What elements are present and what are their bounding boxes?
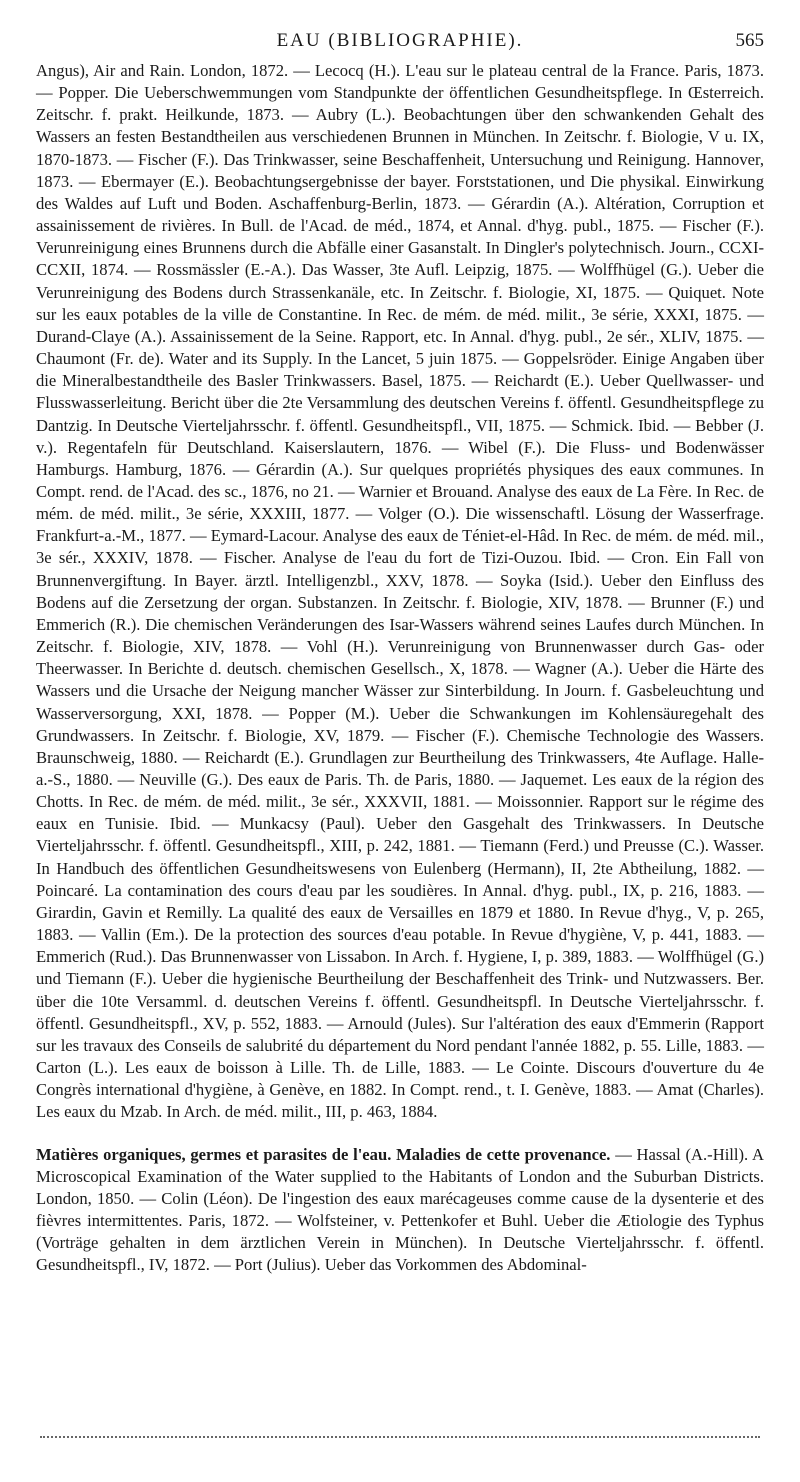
section-heading: Matières organiques, germes et parasites de l'eau. Maladies de cette provenance. (36, 1144, 611, 1164)
page-number: 565 (735, 30, 764, 51)
bibliography-paragraph: Angus), Air and Rain. London, 1872. — Lecocq (H.). L'eau sur le plateau central de la France. Paris, 1873. — Popper. Die Ueberschwemmungen vom Standpunkte der öffentlichen Gesundheitspflege. In Œsterreich. Zeitschr. f. prakt. Heilkunde, 1873. — Aubry (L.). Beobachtungen über den schwankenden Gehalt des Wassers an festen Bestandtheilen aus verschiedenen Brunnen in München. In Zeitschr. f. Biologie, V u. IX, 1870-1873. — Fischer (F.). Das Trinkwasser, seine Beschaffenheit, Untersuchung und Reinigung. Hannover, 1873. — Ebermayer (E.). Beobachtungsergebnisse der bayer. Forststationen, und Die physikal. Einwirkung des Waldes auf Luft und Boden. Aschaffenburg-Berlin, 1873. — Gérardin (A.). Altération, Corruption et assainissement de rivières. In Bull. de l'Acad. de méd., 1874, et Annal. d'hyg. publ., 1875. — Fischer (F.). Verunreinigung eines Brunnens durch die Abfälle einer Gasanstalt. In Dingler's polytechnisch. Journ., CCXI-CCXII, 1874. — Rossmässler (E.-A.). Das Wasser, 3te Aufl. Leipzig, 1875. — Wolffhügel (G.). Ueber die Verunreinigung des Bodens durch Strassenkanäle, etc. In Zeitschr. f. Biologie, XI, 1875. — Quiquet. Note sur les eaux potables de la ville de Constantine. In Rec. de mém. de méd. milit., 3e série, XXXI, 1875. — Durand-Claye (A.). Assainissement de la Seine. Rapport, etc. In Annal. d'hyg. publ., 2e sér., XLIV, 1875. — Chaumont (Fr. de). Water and its Supply. In the Lancet, 5 juin 1875. — Goppelsröder. Einige Angaben über die Mineralbestandtheile des Basler Trinkwassers. Basel, 1875. — Reichardt (E.). Ueber Quellwasser- und Flusswasserleitung. Bericht über die 2te Versammlung des deutschen Vereins f. öffentl. Gesundheitspflege zu Dantzig. In Deutsche Vierteljahrsschr. f. öffentl. Gesundheitspfl., VII, 1875. — Schmick. Ibid. — Bebber (J. v.). Regentafeln für Deutschland. Kaiserslautern, 1876. — Wibel (F.). Die Fluss- und Bodenwässer Hamburgs. Hamburg, 1876. — Gérardin (A.). Sur quelques propriétés physiques des eaux communes. In Compt. rend. de l'Acad. des sc., 1876, no 21. — Warnier et Brouand. Analyse des eaux de La Fère. In Rec. de mém. de méd. milit., 3e série, XXXIII, 1877. — Volger (O.). Die wissenschaftl. Lösung der Wasserfrage. Frankfurt-a.-M., 1877. — Eymard-Lacour. Analyse des eaux de Téniet-el-Hâd. In Rec. de mém. de méd. mil., 3e sér., XXXIV, 1878. — Fischer. Analyse de l'eau du fort de Tizi-Ouzou. Ibid. — Cron. Ein Fall von Brunnenvergiftung. In Bayer. ärztl. Intelligenzbl., XXV, 1878. — Soyka (Isid.). Ueber den Einfluss des Bodens auf die Zersetzung der organ. Substanzen. In Zeitschr. f. Biologie, XIV, 1878. — Brunner (F.) und Emmerich (R.). Die chemischen Veränderungen des Isar-Wassers während seines Laufes durch München. In Zeitschr. f. Biologie, XIV, 1878. — Vohl (H.). Verunreinigung von Brunnenwasser durch Gas- oder Theerwasser. In Berichte d. deutsch. chemischen Gesellsch., X, 1878. — Wagner (A.). Ueber die Härte des Wassers und die Ursache der Neigung mancher Wässer zur Sinterbildung. In Journ. f. Gasbeleuchtung und Wasserversorgung, XXI, 1878. — Popper (M.). Ueber die Schwankungen im Kohlensäuregehalt des Grundwassers. In Zeitschr. f. Biologie, XV, 1879. — Fischer (F.). Chemische Technologie des Wassers. Braunschweig, 1880. — Reichardt (E.). Grundlagen zur Beurtheilung des Trinkwassers, 4te Auflage. Halle-a.-S., 1880. — Neuville (G.). Des eaux de Paris. Th. de Paris, 1880. — Jaquemet. Les eaux de la région des Chotts. In Rec. de mém. de méd. milit., 3e sér., XXXVII, 1881. — Moissonnier. Rapport sur le régime des eaux en Tunisie. Ibid. — Munkacsy (Paul). Ueber den Gasgehalt des Trinkwassers. In Deutsche Vierteljahrsschr. f. öffentl. Gesundheitspfl., XIII, p. 242, 1881. — Tiemann (Ferd.) und Preusse (C.). Wasser. In Handbuch des öffentlichen Gesundheitswesens von Eulenberg (Hermann), II, 2te Abtheilung, 1882. — Poincaré. La contamination des cours d'eau par les soudières. In Annal. d'hyg. publ., IX, p. 216, 1883. — Girardin, Gavin et Remilly. La qualité des eaux de Versailles en 1879 et 1880. In Revue d'hyg., V, p. 265, 1883. — Vallin (Em.). De la protection des sources d'eau potable. In Revue d'hygiène, V, p. 441, 1883. — Emmerich (Rud.). Das Brunnenwasser von Lissabon. In Arch. f. Hygiene, I, p. 389, 1883. — Wolffhügel (G.) und Tiemann (F.). Ueber die hygienische Beurtheilung der Beschaffenheit des Trink- und Nutzwassers. Ber. über die 10te Versamml. d. deutschen Vereins f. öffentl. Gesundheitspfl. In Deutsche Vierteljahrsschr. f. öffentl. Gesundheitspfl., XV, p. 552, 1883. — Arnould (Jules). Sur l'altération des eaux d'Emmerin (Rapport sur les travaux des Conseils de salubrité du département du Nord pendant l'année 1882, p. 55. Lille, 1883. — Carton (L.). Les eaux de boisson à Lille. Th. de Lille, 1883. — Le Cointe. Discours d'ouverture du 4e Congrès international d'hygiène, à Genève, en 1882. In Compt. rend., t. I. Genève, 1883. — Amat (Charles). Les eaux du Mzab. In Arch. de méd. milit., III, p. 463, 1884. (36, 61, 764, 1122)
running-title: EAU (BIBLIOGRAPHIE). (276, 30, 524, 51)
page-header (36, 30, 764, 60)
bibliography-body (36, 60, 764, 1276)
section-text: — Hassal (A.-Hill). A Microscopical Examination of the Water supplied to the Habitants of London and the Suburban Districts. London, 1850. — Colin (Léon). De l'ingestion des eaux marécageuses comme cause de la dysenterie et des fièvres intermittentes. Paris, 1872. — Wolfsteiner, v. Pettenkofer et Buhl. Ueber die Ætiologie des Typhus (Vorträge gehalten in dem ärztlichen Verein in München). In Deutsche Vierteljahrsschr. f. öffentl. Gesundheitspfl., IV, 1872. — Port (Julius). Ueber das Vorkommen des Abdominal- (36, 1144, 765, 1275)
section-paragraph (36, 1144, 764, 1277)
footer-dotted-rule (40, 1436, 760, 1438)
